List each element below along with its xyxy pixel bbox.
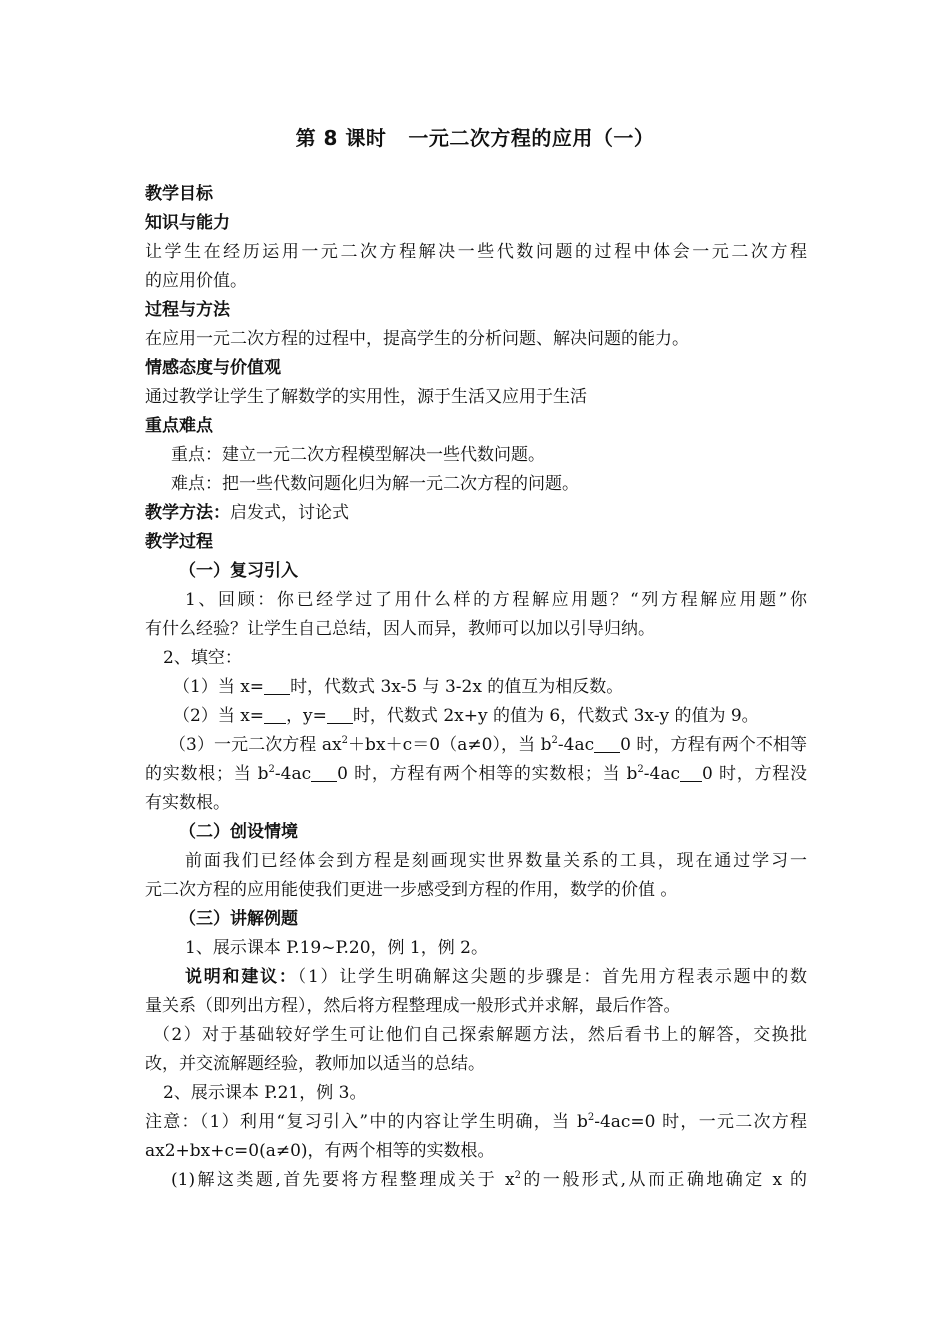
examples-note-line: （2）对于基础较好学生可让他们自己探索解题方法，然后看书上的解答，交换批 xyxy=(153,1025,807,1045)
answer-blank xyxy=(327,705,353,724)
knowledge-text-line: 让学生在经历运用一元二次方程解决一些代数问题的过程中体会一元二次方程 xyxy=(145,242,807,262)
page-title xyxy=(0,122,950,151)
examples-item2: 2、展示课本 P.21，例 3。 xyxy=(163,1083,367,1103)
fill-question-1: （1）当 x= 时，代数式 3x-5 与 3-2x 的值互为相反数。 xyxy=(173,677,624,697)
procedure-heading: 教学过程 xyxy=(145,532,213,552)
review-item2: 2、填空： xyxy=(163,648,242,668)
process-method-heading: 过程与方法 xyxy=(145,300,230,320)
answer-blank xyxy=(311,763,337,782)
review-item1-line: 有什么经验？让学生自己总结，因人而异，教师可以加以引导归纳。 xyxy=(145,619,655,639)
examples-note-label: 说明和建议： xyxy=(185,967,298,987)
attitude-heading: 情感态度与价值观 xyxy=(145,358,281,378)
review-heading: （一）复习引入 xyxy=(179,561,298,581)
keypoints-heading: 重点难点 xyxy=(145,416,213,436)
fill-question-3-line: 的实数根；当 $b^2-4ac$ 0 时，方程有两个相等的实数根；当 $b^2-4ac$ 0 时，方程没 xyxy=(145,764,807,784)
examples-note-line: 量关系（即列出方程），然后将方程整理成一般形式并求解，最后作答。 xyxy=(145,996,681,1016)
examples-heading: （三）讲解例题 xyxy=(179,909,298,929)
attitude-text: 通过教学让学生了解数学的实用性，源于生活又应用于生活 xyxy=(145,387,587,407)
situation-heading: （二）创设情境 xyxy=(179,822,298,842)
teaching-method-value: 启发式，讨论式 xyxy=(230,503,349,523)
situation-text-line: 前面我们已经体会到方程是刻画现实世界数量关系的工具，现在通过学习一 xyxy=(185,851,807,871)
situation-text-line: 元二次方程的应用能使我们更进一步感受到方程的作用，数学的价值 。 xyxy=(145,880,678,900)
attention-line: (1)解这类题,首先要将方程整理成关于 $x^2$的一般形式,从而正确地确定 x 的 xyxy=(171,1170,807,1190)
answer-blank xyxy=(594,734,620,753)
answer-blank xyxy=(680,763,702,782)
examples-note-line: 说明和建议：（1）让学生明确解这尖题的步骤是：首先用方程表示题中的数 xyxy=(185,967,807,987)
fill-question-3-line: （3）一元二次方程 $ax^2+bx+c=0(a\ne 0)$，当 $b^2-4ac$ 0 时，方程有两个不相等 xyxy=(169,735,807,755)
document-body xyxy=(145,180,807,1195)
knowledge-text-line: 的应用价值。 xyxy=(145,271,247,291)
examples-note-line: 改，并交流解题经验，教师加以适当的总结。 xyxy=(145,1054,485,1074)
answer-blank xyxy=(264,705,286,724)
teaching-method xyxy=(145,499,807,528)
title-topic: 一元二次方程的应用（一） xyxy=(408,126,655,150)
teaching-method-label: 教学方法： xyxy=(145,503,230,523)
fill-question-2: （2）当 x= ，y= 时，代数式 2x+y 的值为 6，代数式 3x-y 的值为 9。 xyxy=(173,706,759,726)
knowledge-heading: 知识与能力 xyxy=(145,213,230,233)
title-lesson-number: 第 8 课时 xyxy=(295,126,387,150)
attention-line: ax2+bx+c=0(a≠0)，有两个相等的实数根。 xyxy=(145,1141,495,1161)
review-item1-line: 1、回顾：你已经学过了用什么样的方程解应用题？“列方程解应用题”你 xyxy=(185,590,807,610)
objectives-heading: 教学目标 xyxy=(145,184,213,204)
attention-line: 注意：（1）利用“复习引入”中的内容让学生明确，当 $b^2-4ac=0$ 时，一元二次方程 xyxy=(145,1112,808,1132)
key-point-text: 重点：建立一元二次方程模型解决一些代数问题。 xyxy=(171,445,545,465)
answer-blank xyxy=(264,676,290,695)
difficulty-text: 难点：把一些代数问题化归为解一元二次方程的问题。 xyxy=(171,474,579,494)
fill-question-3-line: 有实数根。 xyxy=(145,793,230,813)
examples-item1: 1、展示课本 P.19~P.20，例 1，例 2。 xyxy=(185,938,488,958)
process-method-text: 在应用一元二次方程的过程中，提高学生的分析问题、解决问题的能力。 xyxy=(145,329,689,349)
